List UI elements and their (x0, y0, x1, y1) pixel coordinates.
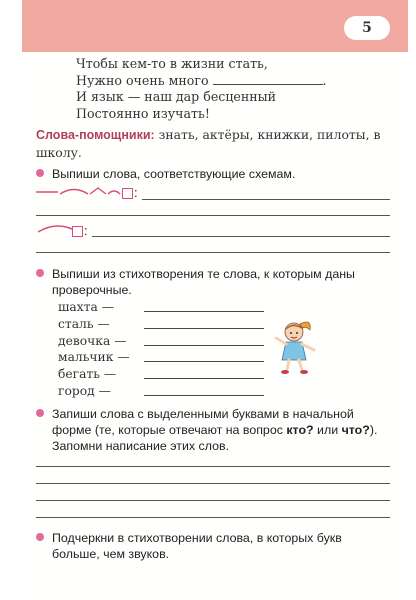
check-word: шахта — (58, 300, 115, 314)
answer-line[interactable] (36, 215, 390, 216)
task-4-text: Подчеркни в стихотворении слова, в которых букв больше, чем звуков. (52, 531, 342, 561)
word-scheme-1 (36, 186, 136, 202)
task-3-text (52, 406, 390, 454)
scheme-arc-2 (108, 191, 120, 194)
question-word: что? (341, 423, 370, 437)
task-3 (36, 406, 390, 454)
answer-line[interactable] (144, 361, 264, 362)
helper-words (36, 126, 388, 161)
answer-line[interactable] (144, 311, 264, 312)
girl-with-ponytail-icon (272, 316, 318, 376)
check-word: девочка — (58, 333, 127, 348)
workbook-page (22, 0, 408, 600)
task-2 (36, 266, 388, 298)
task-1 (36, 166, 396, 182)
answer-line[interactable] (36, 517, 390, 518)
answer-line[interactable] (36, 466, 390, 467)
ending-box-icon (122, 188, 133, 199)
question-word: кто? (286, 423, 314, 437)
scheme-root-arc (60, 190, 88, 195)
bullet-icon (36, 533, 44, 541)
task-3-text-part: Запиши слова с выделенными буквами в начальной форме (те, которые отвечают на вопрос (52, 407, 354, 437)
poem (76, 56, 327, 122)
page-number: 5 (344, 16, 390, 40)
bullet-icon (36, 409, 44, 417)
answer-line[interactable] (144, 378, 264, 379)
check-word-list (58, 300, 130, 401)
poem-line-3: И язык — наш дар бесценный (76, 89, 277, 104)
check-word-row (58, 334, 130, 351)
check-word: сталь — (58, 316, 110, 331)
answer-line[interactable] (36, 500, 390, 501)
bullet-icon (36, 169, 44, 177)
check-word-row (58, 300, 130, 317)
answer-line[interactable] (142, 199, 390, 200)
task-1-text: Выпиши слова, соответствующие схемам. (52, 167, 296, 181)
page-header-band (22, 0, 408, 52)
poem-blank[interactable] (213, 74, 323, 85)
answer-line[interactable] (36, 252, 390, 253)
check-word-row (58, 367, 130, 384)
answer-line[interactable] (92, 236, 390, 237)
scheme-suffix-mark (90, 188, 106, 194)
ending-box-icon (72, 226, 83, 237)
poem-line-1: Чтобы кем-то в жизни стать, (76, 56, 268, 71)
check-word: бегать — (58, 367, 117, 382)
check-word-row (58, 384, 130, 401)
bullet-icon (36, 269, 44, 277)
check-word: мальчик — (58, 350, 130, 365)
answer-line[interactable] (36, 483, 390, 484)
poem-line-2 (76, 73, 327, 90)
check-word: город — (58, 383, 111, 398)
check-word-row (58, 317, 130, 334)
answer-line[interactable] (144, 395, 264, 396)
helper-words-label: Слова-помощники: (36, 128, 155, 142)
task-3-text-part: или (313, 423, 342, 437)
answer-line[interactable] (144, 328, 264, 329)
answer-line[interactable] (144, 345, 264, 346)
task-2-text: Выпиши из стихотворения те слова, к которым даны проверочные. (52, 267, 355, 297)
poem-line-2-text: Нужно очень много (76, 72, 209, 88)
check-word-row (58, 350, 130, 367)
task-4 (36, 530, 390, 562)
colon: : (134, 185, 138, 200)
poem-line-2-end: . (322, 72, 327, 88)
colon: : (84, 223, 88, 238)
task-3-text-part: ). Запомни написание этих слов. (52, 423, 378, 453)
helper-words-text: знать, актёры, книжки, пилоты, в школу. (36, 127, 381, 160)
poem-line-4: Постоянно изучать! (76, 105, 210, 121)
